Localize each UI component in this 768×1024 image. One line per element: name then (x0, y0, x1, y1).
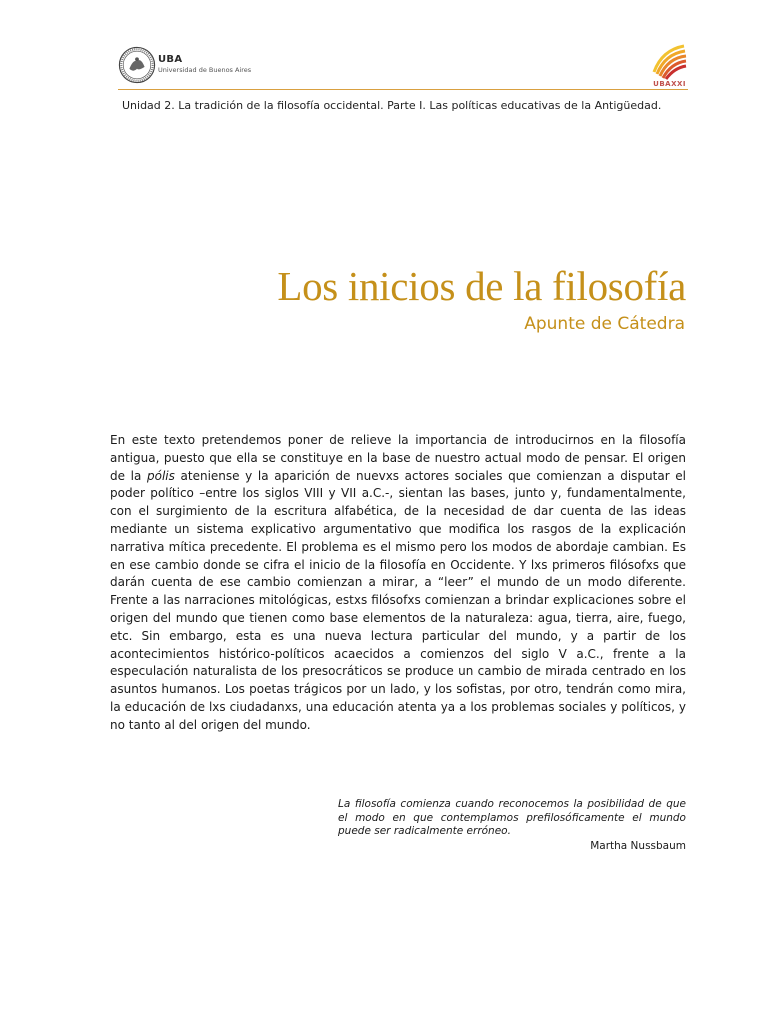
page-header (118, 42, 688, 90)
unit-heading: Unidad 2. La tradición de la filosofía occidental. Parte I. Las políticas educativas de la Antigüedad. (122, 99, 662, 112)
body-text-part-1: En este texto pretendemos poner de relieve la importancia de introducirnos en la filosofía antigua, puesto que ella se constituye en la base de nuestro actual modo de pensar. El origen de la (110, 433, 686, 483)
epigraph-author: Martha Nussbaum (590, 839, 686, 852)
ubaxxi-label: UBAXXI (653, 80, 686, 88)
page-title: Los inicios de la filosofía (277, 263, 686, 309)
page-subtitle: Apunte de Cátedra (524, 314, 685, 334)
uba-seal-icon (118, 46, 156, 84)
polis-term: pólis (146, 468, 175, 483)
header-divider (118, 89, 688, 90)
body-paragraph (110, 432, 686, 735)
uba-wordmark (158, 54, 251, 75)
uba-name: UBA (158, 54, 183, 65)
epigraph (338, 798, 686, 852)
epigraph-quote: La filosofía comienza cuando reconocemos la posibilidad de que el modo en que contemplamos prefilosóficamente el mundo puede ser radicalmente erróneo. (338, 798, 686, 837)
body-text-part-2: ateniense y la aparición de nuevxs actores sociales que comienzan a disputar el poder político –entre los siglos VIII y VII a.C.-, sientan las bases, junto y, fundamentalmente, con el surgimiento de la escritura alfabética, de la necesidad de dar cuenta de las ideas mediante un sistema explicativo argumentativo que modifica los rasgos de la explicación narrativa mítica precedente. El problema es el mismo pero los modos de abordaje cambian. Es en ese cambio donde se cifra el inicio de la filosofía en Occidente. Y lxs primeros filósofxs que darán cuenta de ese cambio comienzan a mirar, a “leer” el mundo de un modo diferente. Frente a las narraciones mitológicas, estxs filósofxs comienzan a brindar explicaciones sobre el origen del mundo que tienen como base elementos de la naturaleza: agua, tierra, aire, fuego, etc. Sin embargo, esta es una nueva lectura particular del mundo, y a partir de los acontecimientos histórico-políticos acaecidos a comienzos del siglo V a.C., frente a la especulación naturalista de los presocráticos se produce un cambio de mirada centrado en los asuntos humanos. Los poetas trágicos por un lado, y los sofistas, por otro, tendrán como mira, la educación de lxs ciudadanxs, una educación atenta ya a los problemas sociales y políticos, y no tanto al del origen del mundo. (110, 468, 686, 732)
ubaxxi-logo-icon (648, 42, 688, 82)
uba-subtitle: Universidad de Buenos Aires (158, 66, 252, 74)
